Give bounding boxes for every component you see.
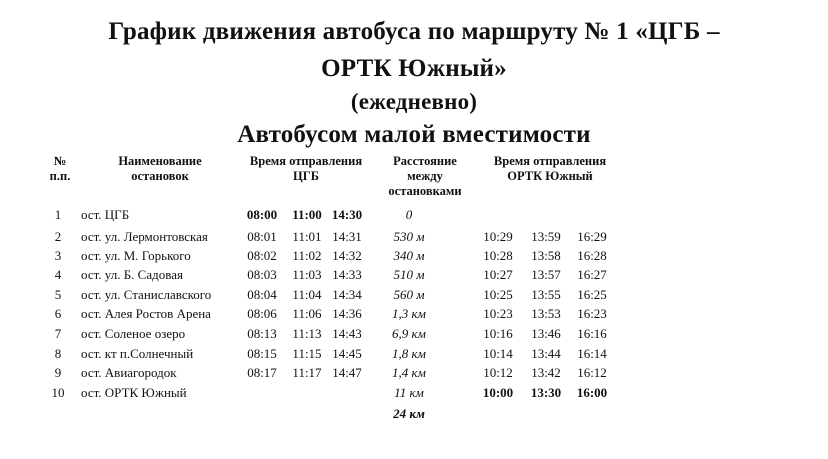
departure-cgb-time: 14:32: [332, 248, 362, 263]
row-number: 9: [54, 365, 62, 380]
header-dep-cgb: [236, 154, 376, 184]
departure-cgb-time: 08:17: [247, 365, 277, 380]
stop-distance: 510 м: [393, 267, 425, 282]
header-dep-cgb-line: ЦГБ: [293, 169, 319, 183]
row-number: 5: [54, 287, 62, 302]
departure-cgb-time: 08:04: [247, 287, 277, 302]
departure-cgb-time: 08:13: [247, 326, 277, 341]
departure-cgb-time: 08:06: [247, 306, 277, 321]
departure-ortk-time: 16:16: [577, 326, 607, 341]
header-dep-cgb-line: Время отправления: [249, 154, 363, 168]
departure-ortk-time: 16:00: [576, 385, 608, 400]
row-number: 8: [54, 346, 62, 361]
header-num: [42, 154, 78, 184]
departure-ortk-time: 16:29: [577, 229, 607, 244]
stop-distance: 1,3 км: [392, 306, 426, 321]
departure-cgb-time: 14:33: [332, 267, 362, 282]
stop-name: ост. кт п.Солнечный: [81, 346, 194, 361]
departure-cgb-time: 08:15: [247, 346, 277, 361]
row-number: 3: [54, 248, 62, 263]
departure-cgb-time: 14:36: [332, 306, 362, 321]
row-number: 7: [54, 326, 62, 341]
title-line-3: (ежедневно): [350, 89, 478, 114]
departure-ortk-time: 13:55: [531, 287, 561, 302]
header-distance-line: остановками: [388, 184, 462, 198]
stop-name: ост. ул. Лермонтовская: [81, 229, 208, 244]
departure-ortk-time: 10:23: [483, 306, 513, 321]
total-distance: 24 км: [393, 406, 425, 421]
departure-ortk-time: 10:00: [482, 385, 514, 400]
stop-distance: 6,9 км: [392, 326, 426, 341]
header-stop-line: Наименование: [118, 154, 202, 168]
stop-distance: 340 м: [393, 248, 425, 263]
stop-distance: 1,4 км: [392, 365, 426, 380]
departure-ortk-time: 13:44: [531, 346, 561, 361]
departure-ortk-time: 10:29: [483, 229, 513, 244]
departure-cgb-time: 11:06: [292, 306, 322, 321]
departure-ortk-time: 13:46: [531, 326, 561, 341]
stop-name: ост. Авиагородок: [81, 365, 177, 380]
title-line-2: ОРТК Южный»: [321, 55, 507, 82]
header-distance: [375, 154, 475, 199]
header-num-line: п.п.: [49, 169, 71, 183]
departure-ortk-time: 16:12: [577, 365, 607, 380]
stop-name: ост. Алея Ростов Арена: [81, 306, 211, 321]
header-dep-ortk: [475, 154, 625, 184]
departure-cgb-time: 08:02: [247, 248, 277, 263]
departure-ortk-time: 10:12: [483, 365, 513, 380]
departure-cgb-time: 11:04: [292, 287, 322, 302]
departure-ortk-time: 10:14: [483, 346, 513, 361]
departure-cgb-time: 08:01: [247, 229, 277, 244]
departure-ortk-time: 16:23: [577, 306, 607, 321]
header-distance-line: Расстояние: [393, 154, 457, 168]
title-line-1: График движения автобуса по маршруту № 1 «ЦГБ –: [108, 18, 720, 45]
departure-ortk-time: 13:42: [531, 365, 561, 380]
stop-name: ост. ЦГБ: [81, 207, 130, 222]
departure-cgb-time: 11:17: [292, 365, 322, 380]
stop-distance: 0: [405, 207, 413, 222]
departure-cgb-time: 14:30: [331, 207, 363, 222]
departure-cgb-time: 11:01: [292, 229, 322, 244]
header-dep-ortk-line: Время отправления: [493, 154, 607, 168]
departure-cgb-time: 14:43: [332, 326, 362, 341]
departure-cgb-time: 11:13: [292, 326, 322, 341]
departure-cgb-time: 14:34: [332, 287, 362, 302]
departure-ortk-time: 16:25: [577, 287, 607, 302]
stop-name: ост. ул. М. Горького: [81, 248, 191, 263]
departure-ortk-time: 13:58: [531, 248, 561, 263]
departure-ortk-time: 16:27: [577, 267, 607, 282]
header-distance-line: между: [407, 169, 443, 183]
departure-cgb-time: 14:47: [332, 365, 362, 380]
departure-ortk-time: 10:28: [483, 248, 513, 263]
row-number: 1: [54, 207, 62, 222]
header-stop: [95, 154, 225, 184]
departure-cgb-time: 08:03: [247, 267, 277, 282]
header-dep-ortk-line: ОРТК Южный: [507, 169, 593, 183]
stop-name: ост. Соленое озеро: [81, 326, 186, 341]
departure-ortk-time: 16:14: [577, 346, 607, 361]
row-number: 4: [54, 267, 62, 282]
stop-name: ост. ул. Станиславского: [81, 287, 212, 302]
departure-ortk-time: 10:25: [483, 287, 513, 302]
row-number: 2: [54, 229, 62, 244]
departure-ortk-time: 16:28: [577, 248, 607, 263]
departure-cgb-time: 14:45: [332, 346, 362, 361]
header-num-line: №: [53, 154, 67, 168]
departure-ortk-time: 13:57: [531, 267, 561, 282]
departure-cgb-time: 11:03: [292, 267, 322, 282]
departure-ortk-time: 10:16: [483, 326, 513, 341]
title-line-4: Автобусом малой вместимости: [237, 121, 591, 148]
row-number: 10: [51, 385, 65, 400]
stop-name: ост. ОРТК Южный: [81, 385, 187, 400]
stop-distance: 11 км: [394, 385, 424, 400]
departure-cgb-time: 11:15: [292, 346, 322, 361]
row-number: 6: [54, 306, 62, 321]
departure-cgb-time: 11:02: [292, 248, 322, 263]
stop-name: ост. ул. Б. Садовая: [81, 267, 183, 282]
departure-cgb-time: 08:00: [246, 207, 278, 222]
departure-cgb-time: 11:00: [292, 207, 322, 222]
departure-ortk-time: 13:53: [531, 306, 561, 321]
stop-distance: 1,8 км: [392, 346, 426, 361]
departure-ortk-time: 13:59: [531, 229, 561, 244]
stop-distance: 530 м: [393, 229, 425, 244]
departure-cgb-time: 14:31: [332, 229, 362, 244]
header-stop-line: остановок: [131, 169, 189, 183]
departure-ortk-time: 13:30: [530, 385, 562, 400]
stop-distance: 560 м: [393, 287, 425, 302]
departure-ortk-time: 10:27: [483, 267, 513, 282]
